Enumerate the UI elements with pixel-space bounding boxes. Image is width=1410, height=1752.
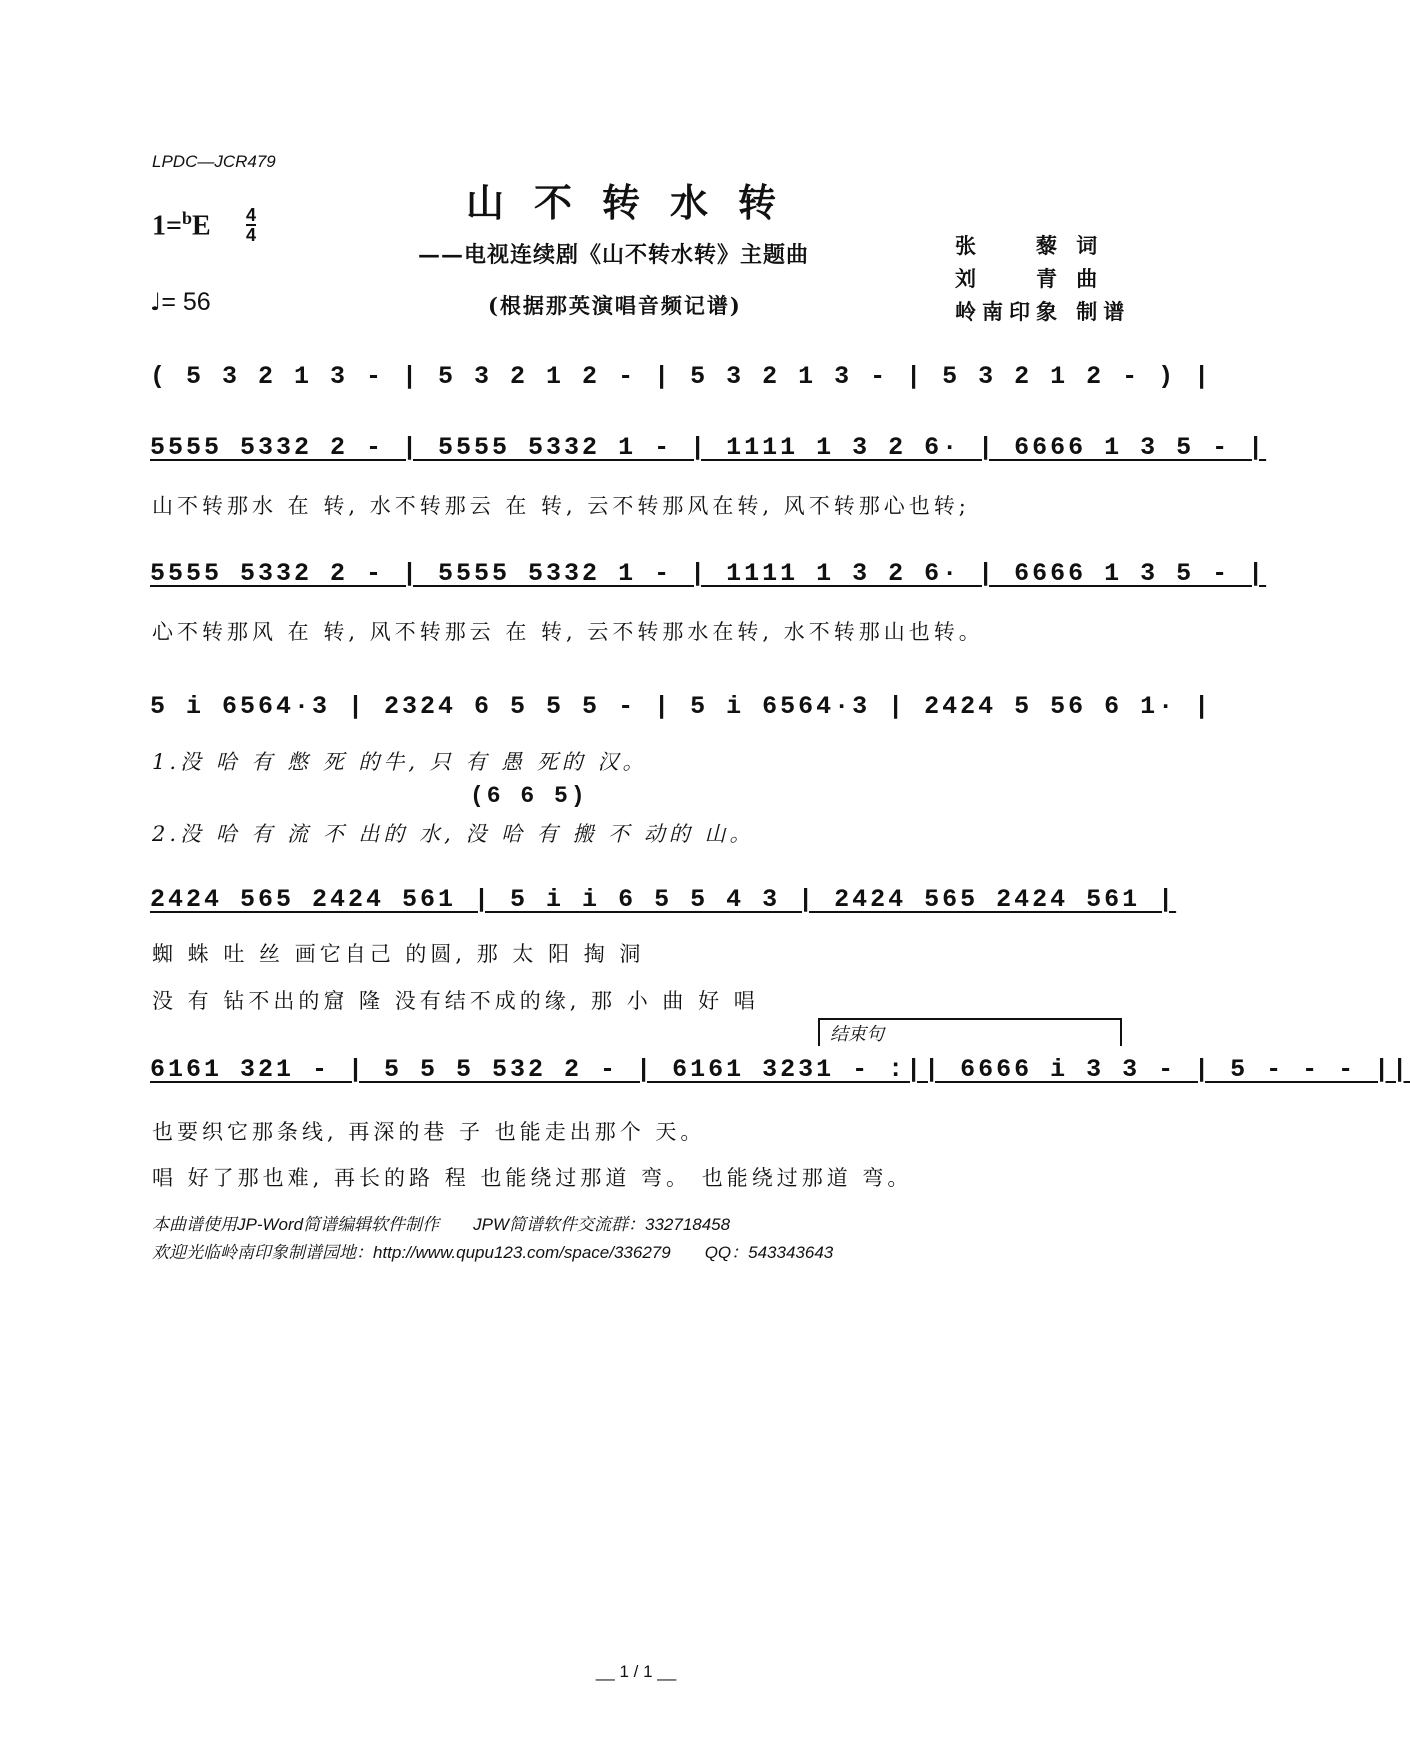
lyrics-verse-1-line-3: 1.没 哈 有 憋 死 的牛, 只 有 愚 死的 汉。 bbox=[152, 750, 648, 774]
alternate-notes: (6 6 5) bbox=[470, 783, 588, 809]
lyrics-verse-2-line-5: 唱 好了那也难, 再长的路 程 也能绕过那道 弯。 也能绕过那道 弯。 bbox=[152, 1166, 913, 1190]
page-number: __ 1 / 1 __ bbox=[595, 1662, 677, 1681]
notation-line-3: 5 i 6564·3 | 2324 6 5 5 5 - | 5 i 6564·3 | 2424 5 56 6 1· | bbox=[150, 692, 1213, 721]
notation-line-2: 5555 5332 2 - | 5555 5332 1 - | 1111 1 3 2 6· | 6666 1 3 5 - | bbox=[150, 559, 1267, 588]
time-signature bbox=[246, 206, 256, 244]
tempo-value: = 56 bbox=[161, 288, 211, 316]
credit-composer: 刘 青 曲 bbox=[955, 266, 1104, 291]
notation-line-5: 6161 321 - | 5 5 5 532 2 - | 6161 3231 - :|| 6666 i 3 3 - | 5 - - - || bbox=[150, 1055, 1410, 1084]
lyrics-verse-1-line-4: 蜘 蛛 吐 丝 画它自己 的圆, 那 太 阳 掏 洞 bbox=[152, 942, 645, 966]
quarter-note-icon: ♩ bbox=[150, 288, 162, 316]
tempo-marking bbox=[150, 288, 211, 317]
song-subtitle: ——电视连续剧《山不转水转》主题曲 bbox=[418, 242, 810, 268]
lyrics-line-2: 心不转那风 在 转, 风不转那云 在 转, 云不转那水在转, 水不转那山也转。 bbox=[152, 620, 984, 644]
footer-software-note: 本曲谱使用JP-Word简谱编辑软件制作 JPW简谱软件交流群：332718458 bbox=[152, 1215, 731, 1234]
transcription-note: (根据那英演唱音频记谱) bbox=[488, 293, 742, 318]
ending-bracket bbox=[818, 1018, 1122, 1046]
time-sig-bottom: 4 bbox=[246, 225, 257, 245]
score-code: LPDC—JCR479 bbox=[152, 152, 276, 171]
footer-website-note: 欢迎光临岭南印象制谱园地：http://www.qupu123.com/space/336279 QQ：543343643 bbox=[152, 1243, 834, 1262]
key-letter: E bbox=[191, 210, 211, 242]
lyrics-line-1: 山不转那水 在 转, 水不转那云 在 转, 云不转那风在转, 风不转那心也转; bbox=[152, 494, 970, 518]
notation-line-1: 5555 5332 2 - | 5555 5332 1 - | 1111 1 3 2 6· | 6666 1 3 5 - | bbox=[150, 433, 1267, 462]
song-title: 山不转水转 bbox=[465, 180, 806, 225]
notation-intro: ( 5 3 2 1 3 - | 5 3 2 1 2 - | 5 3 2 1 3 - | 5 3 2 1 2 - ) | bbox=[150, 362, 1213, 391]
key-signature bbox=[152, 208, 211, 242]
lyrics-verse-2-line-3: 2.没 哈 有 流 不 出的 水, 没 哈 有 搬 不 动的 山。 bbox=[152, 822, 755, 846]
flat-sign: b bbox=[181, 208, 192, 228]
time-sig-top: 4 bbox=[246, 205, 257, 225]
notation-line-4: 2424 565 2424 561 | 5 i i 6 5 5 4 3 | 2424 565 2424 561 | bbox=[150, 885, 1177, 914]
credit-lyricist: 张 藜 词 bbox=[955, 233, 1104, 258]
key-prefix: 1= bbox=[152, 210, 182, 242]
lyrics-verse-2-line-4: 没 有 钻不出的窟 隆 没有结不成的缘, 那 小 曲 好 唱 bbox=[152, 989, 759, 1013]
ending-label: 结束句 bbox=[830, 1024, 884, 1045]
credit-arranger: 岭南印象 制谱 bbox=[955, 299, 1131, 324]
lyrics-verse-1-line-5: 也要织它那条线, 再深的巷 子 也能走出那个 天。 bbox=[152, 1120, 706, 1144]
